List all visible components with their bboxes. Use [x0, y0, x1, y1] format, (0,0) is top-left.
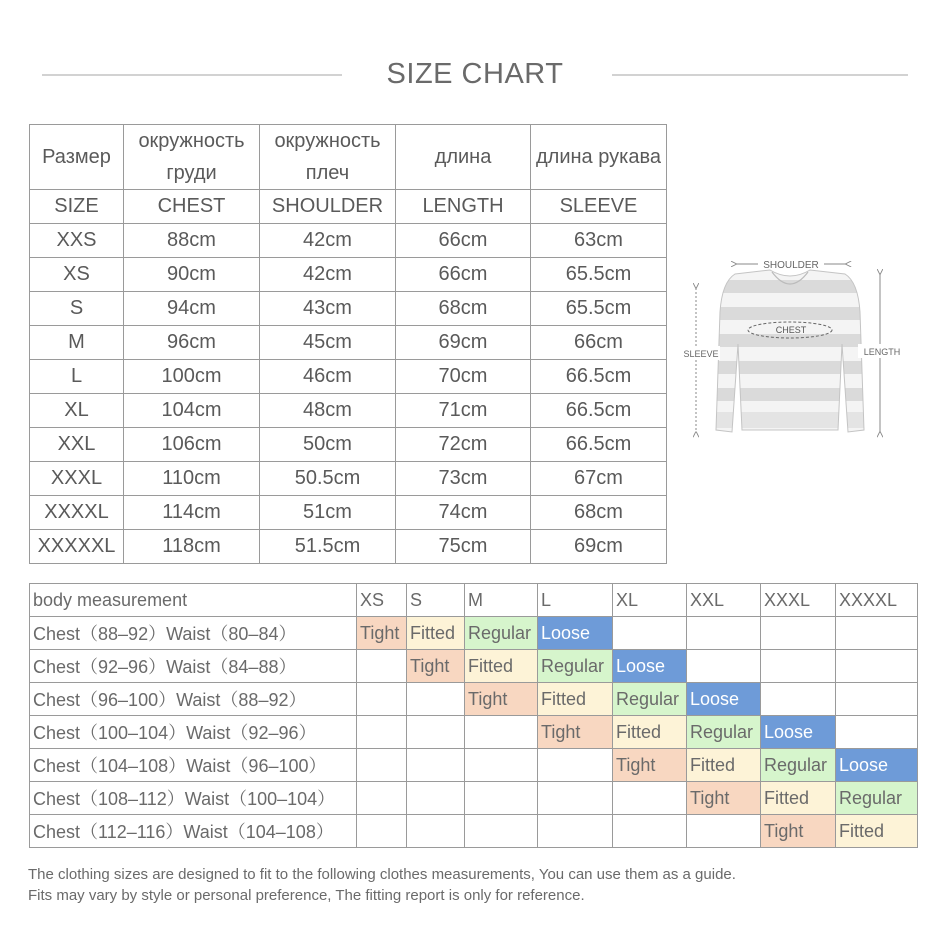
measurement-cell: 74cm	[396, 496, 531, 530]
fit-cell-tight: Tight	[465, 683, 538, 716]
size-label-cell: XXS	[30, 224, 124, 258]
fit-cell-empty	[836, 650, 918, 683]
fit-cell-empty	[761, 683, 836, 716]
measurement-cell: 51cm	[260, 496, 396, 530]
measurement-cell: 96cm	[124, 326, 260, 360]
measurement-cell: 106cm	[124, 428, 260, 462]
measurement-cell: 114cm	[124, 496, 260, 530]
fit-cell-empty	[465, 782, 538, 815]
fit-cell-loose: Loose	[761, 716, 836, 749]
measurement-cell: 42cm	[260, 224, 396, 258]
measurement-cell: 69cm	[396, 326, 531, 360]
fit-cell-tight: Tight	[761, 815, 836, 848]
measurement-cell: 66.5cm	[531, 394, 667, 428]
size-header-en-cell: SLEEVE	[531, 190, 667, 224]
fit-header-size: XXXL	[761, 584, 836, 617]
measurement-cell: 69cm	[531, 530, 667, 564]
fit-cell-empty	[687, 815, 761, 848]
size-header-ru-cell: длина рукава	[531, 125, 667, 190]
table-row	[30, 360, 667, 394]
measurement-cell: 118cm	[124, 530, 260, 564]
fit-cell-regular: Regular	[465, 617, 538, 650]
fit-header-size: M	[465, 584, 538, 617]
size-header-ru-cell: окружность груди	[124, 125, 260, 190]
measurement-cell: 110cm	[124, 462, 260, 496]
measurement-cell: 63cm	[531, 224, 667, 258]
fit-cell-regular: Regular	[538, 650, 613, 683]
fit-cell-fitted: Fitted	[407, 617, 465, 650]
fit-cell-empty	[836, 617, 918, 650]
shoulder-label: SHOULDER	[763, 260, 819, 271]
size-label-cell: XXXXL	[30, 496, 124, 530]
fit-cell-fitted: Fitted	[613, 716, 687, 749]
size-header-en-cell: SIZE	[30, 190, 124, 224]
fit-header-size: S	[407, 584, 465, 617]
fit-cell-loose: Loose	[836, 749, 918, 782]
fit-cell-empty	[613, 815, 687, 848]
fit-cell-regular: Regular	[836, 782, 918, 815]
note-line-1: The clothing sizes are designed to fit to the following clothes measurements, You can use them as a guide.	[28, 866, 736, 883]
measurement-cell: 90cm	[124, 258, 260, 292]
table-row	[30, 462, 667, 496]
size-label-cell: XXXL	[30, 462, 124, 496]
fit-cell-empty	[407, 815, 465, 848]
table-row	[30, 617, 918, 650]
title-rule-right	[612, 74, 908, 76]
fit-cell-tight: Tight	[407, 650, 465, 683]
measurement-cell: 65.5cm	[531, 292, 667, 326]
measurement-cell: 66cm	[531, 326, 667, 360]
fit-cell-empty	[357, 650, 407, 683]
size-label-cell: XL	[30, 394, 124, 428]
measurement-cell: 71cm	[396, 394, 531, 428]
fit-header-size: XXXXL	[836, 584, 918, 617]
fit-cell-empty	[465, 716, 538, 749]
size-label-cell: L	[30, 360, 124, 394]
body-measurement-label: Chest（104–108）Waist（96–100）	[30, 749, 357, 782]
fit-header-row	[30, 584, 918, 617]
page-title: SIZE CHART	[386, 58, 564, 90]
size-label-cell: XXXXXL	[30, 530, 124, 564]
fit-cell-empty	[538, 749, 613, 782]
size-label-cell: XXL	[30, 428, 124, 462]
table-row	[30, 292, 667, 326]
fit-cell-empty	[687, 650, 761, 683]
fit-cell-empty	[613, 617, 687, 650]
fit-cell-fitted: Fitted	[687, 749, 761, 782]
measurement-cell: 68cm	[531, 496, 667, 530]
table-row	[30, 650, 918, 683]
fit-cell-empty	[613, 782, 687, 815]
measurement-cell: 94cm	[124, 292, 260, 326]
table-row	[30, 530, 667, 564]
fit-cell-empty	[687, 617, 761, 650]
fit-cell-empty	[538, 815, 613, 848]
sweater-measurement-diagram	[678, 252, 918, 442]
measurement-cell: 75cm	[396, 530, 531, 564]
size-label-cell: M	[30, 326, 124, 360]
measurement-cell: 66.5cm	[531, 428, 667, 462]
fit-cell-empty	[836, 683, 918, 716]
fit-cell-empty	[357, 683, 407, 716]
size-header-ru-cell: Размер	[30, 125, 124, 190]
length-label: LENGTH	[863, 347, 901, 357]
size-table	[29, 124, 667, 564]
measurement-cell: 46cm	[260, 360, 396, 394]
measurement-cell: 50.5cm	[260, 462, 396, 496]
measurement-cell: 66.5cm	[531, 360, 667, 394]
measurement-cell: 42cm	[260, 258, 396, 292]
size-header-ru-cell: окружность плеч	[260, 125, 396, 190]
fit-cell-empty	[357, 782, 407, 815]
measurement-cell: 67cm	[531, 462, 667, 496]
measurement-cell: 66cm	[396, 258, 531, 292]
table-row	[30, 683, 918, 716]
size-header-en-cell: CHEST	[124, 190, 260, 224]
measurement-cell: 100cm	[124, 360, 260, 394]
fit-cell-empty	[357, 749, 407, 782]
fit-cell-empty	[407, 782, 465, 815]
table-row	[30, 258, 667, 292]
measurement-cell: 70cm	[396, 360, 531, 394]
size-header-en-cell: LENGTH	[396, 190, 531, 224]
fit-cell-empty	[465, 749, 538, 782]
fit-cell-regular: Regular	[687, 716, 761, 749]
measurement-cell: 73cm	[396, 462, 531, 496]
body-measurement-label: Chest（100–104）Waist（92–96）	[30, 716, 357, 749]
measurement-cell: 72cm	[396, 428, 531, 462]
fit-cell-tight: Tight	[613, 749, 687, 782]
table-row	[30, 496, 667, 530]
fit-cell-fitted: Fitted	[836, 815, 918, 848]
measurement-cell: 68cm	[396, 292, 531, 326]
fit-cell-loose: Loose	[538, 617, 613, 650]
sleeve-label: SLEEVE	[683, 349, 719, 359]
fit-header-size: XXL	[687, 584, 761, 617]
measurement-cell: 51.5cm	[260, 530, 396, 564]
fit-cell-empty	[761, 617, 836, 650]
fit-cell-regular: Regular	[613, 683, 687, 716]
body-measurement-label: Chest（92–96）Waist（84–88）	[30, 650, 357, 683]
fit-cell-fitted: Fitted	[761, 782, 836, 815]
fit-header-size: L	[538, 584, 613, 617]
table-row	[30, 394, 667, 428]
body-measurement-label: Chest（108–112）Waist（100–104）	[30, 782, 357, 815]
measurement-cell: 66cm	[396, 224, 531, 258]
fit-cell-loose: Loose	[613, 650, 687, 683]
size-header-ru-row	[30, 125, 667, 190]
table-row	[30, 782, 918, 815]
table-row	[30, 428, 667, 462]
size-label-cell: S	[30, 292, 124, 326]
table-row	[30, 815, 918, 848]
fit-cell-empty	[761, 650, 836, 683]
fit-cell-empty	[407, 683, 465, 716]
fit-cell-fitted: Fitted	[465, 650, 538, 683]
size-header-en-cell: SHOULDER	[260, 190, 396, 224]
note-line-2: Fits may vary by style or personal preference, The fitting report is only for reference.	[28, 887, 585, 904]
fit-header-size: XS	[357, 584, 407, 617]
fit-cell-empty	[357, 716, 407, 749]
measurement-cell: 43cm	[260, 292, 396, 326]
measurement-cell: 48cm	[260, 394, 396, 428]
measurement-cell: 104cm	[124, 394, 260, 428]
table-row	[30, 326, 667, 360]
body-measurement-label: Chest（88–92）Waist（80–84）	[30, 617, 357, 650]
table-row	[30, 716, 918, 749]
size-header-en-row	[30, 190, 667, 224]
measurement-cell: 45cm	[260, 326, 396, 360]
fit-cell-loose: Loose	[687, 683, 761, 716]
fit-header-size: XL	[613, 584, 687, 617]
fit-cell-empty	[407, 716, 465, 749]
fit-cell-tight: Tight	[538, 716, 613, 749]
fit-cell-tight: Tight	[357, 617, 407, 650]
size-label-cell: XS	[30, 258, 124, 292]
chest-label: CHEST	[775, 325, 807, 335]
measurement-cell: 65.5cm	[531, 258, 667, 292]
body-measurement-label: Chest（96–100）Waist（88–92）	[30, 683, 357, 716]
fit-table	[29, 583, 918, 848]
fit-cell-tight: Tight	[687, 782, 761, 815]
fit-cell-empty	[407, 749, 465, 782]
title-rule-left	[42, 74, 342, 76]
fit-cell-empty	[465, 815, 538, 848]
fit-cell-fitted: Fitted	[538, 683, 613, 716]
table-row	[30, 749, 918, 782]
fit-header-label: body measurement	[30, 584, 357, 617]
measurement-cell: 50cm	[260, 428, 396, 462]
fit-cell-empty	[538, 782, 613, 815]
size-header-ru-cell: длина	[396, 125, 531, 190]
fit-cell-regular: Regular	[761, 749, 836, 782]
measurement-cell: 88cm	[124, 224, 260, 258]
table-row	[30, 224, 667, 258]
fit-cell-empty	[836, 716, 918, 749]
fit-cell-empty	[357, 815, 407, 848]
body-measurement-label: Chest（112–116）Waist（104–108）	[30, 815, 357, 848]
